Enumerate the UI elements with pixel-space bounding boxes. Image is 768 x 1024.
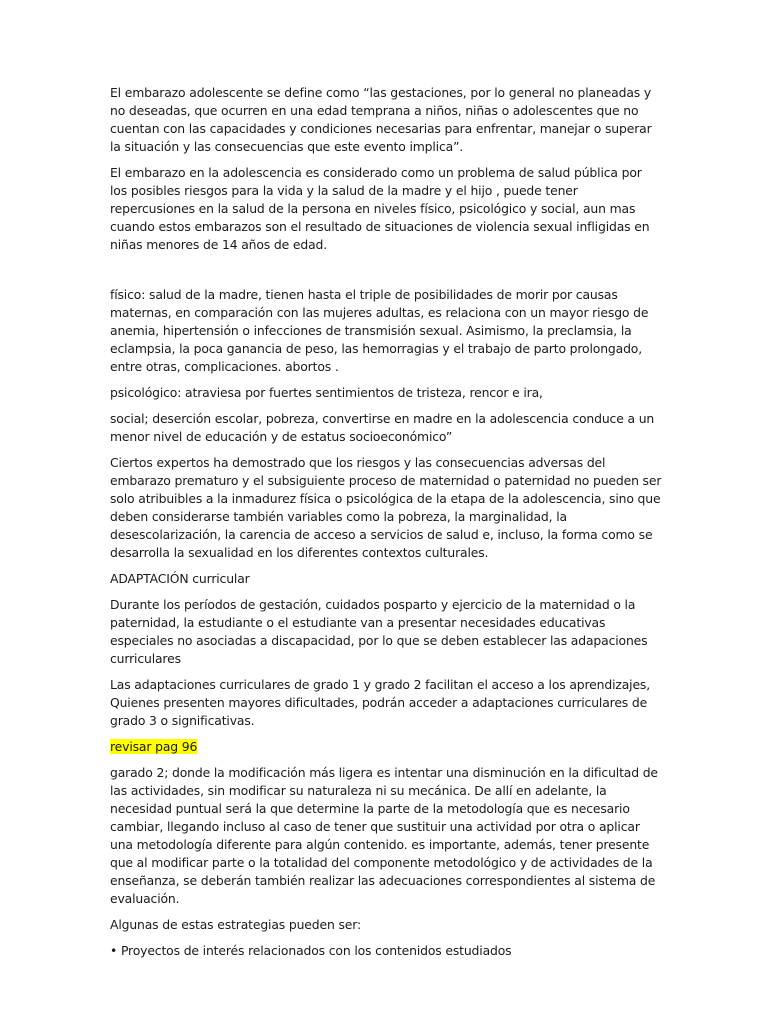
paragraph-social: social; deserción escolar, pobreza, convertirse en madre en la adolescencia conduce a un menor nivel de educación y de estatus socioeconómico” [110, 411, 655, 444]
document-body [110, 84, 662, 968]
paragraph-adaptations: Las adaptaciones curriculares de grado 1 y grado 2 facilitan el acceso a los aprendizajes, Quienes presenten mayores dificultades, podrán acceder a adaptaciones curriculares de grado 3 o significativas. [110, 677, 651, 728]
paragraph-review-note [110, 738, 662, 756]
paragraph-strategies-intro: Algunas de estas estrategias pueden ser: [110, 917, 361, 932]
paragraph-grade-2: garado 2; donde la modificación más ligera es intentar una disminución en la dificultad de las actividades, sin modificar su naturaleza ni su mecánica. De allí en adelante, la necesidad puntual será la que determine la parte de la metodología que es necesario cambiar, llegando incluso al caso de tener que sustituir una actividad por otra o aplicar una metodología diferente para algún contenido. es importante, además, tener presente que al modificar parte o la totalidad del componente metodológico y de actividades de la enseñanza, se deberán también realizar las adecuaciones correspondientes al sistema de evaluación. [110, 765, 658, 906]
bullet-item-projects: • Proyectos de interés relacionados con los contenidos estudiados [110, 943, 512, 958]
paragraph-public-health: El embarazo en la adolescencia es considerado como un problema de salud pública por los posibles riesgos para la vida y la salud de la madre y el hijo , puede tener repercusiones en la salud de la persona en niveles físico, psicológico y social, aun mas cuando estos embarazos son el resultado de situaciones de violencia sexual infligidas en niñas menores de 14 años de edad. [110, 165, 650, 252]
highlighted-review-note: revisar pag 96 [110, 739, 198, 754]
paragraph-definition: El embarazo adolescente se define como “las gestaciones, por lo general no planeadas y no deseadas, que ocurren en una edad temprana a niños, niñas o adolescentes que no cuentan con las capacidades y condiciones necesarias para enfrentar, manejar o superar la situación y las consecuencias que este evento implica”. [110, 85, 652, 154]
paragraph-psychological: psicológico: atraviesa por fuertes sentimientos de tristeza, rencor e ira, [110, 385, 543, 400]
section-heading-curricular: ADAPTACIÓN curricular [110, 571, 250, 586]
paragraph-physical: físico: salud de la madre, tienen hasta el triple de posibilidades de morir por causas maternas, en comparación con las mujeres adultas, es relaciona con un mayor riesgo de anemia, hipertensión o infecciones de transmisión sexual. Asimismo, la preclamsia, la eclampsia, la poca ganancia de peso, las hemorragias y el trabajo de parto prolongado, entre otras, complicaciones. abortos . [110, 287, 649, 374]
paragraph-periods: Durante los períodos de gestación, cuidados posparto y ejercicio de la maternidad o la paternidad, la estudiante o el estudiante van a presentar necesidades educativas especiales no asociadas a discapacidad, por lo que se deben establecer las adapaciones curriculares [110, 597, 648, 666]
paragraph-experts: Ciertos expertos ha demostrado que los riesgos y las consecuencias adversas del embarazo prematuro y el subsiguiente proceso de maternidad o paternidad no pueden ser solo atribuibles a la inmadurez física o psicológica de la etapa de la adolescencia, sino que deben considerarse también variables como la pobreza, la marginalidad, la desescolarización, la carencia de acceso a servicios de salud e, incluso, la forma como se desarrolla la sexualidad en los diferentes contextos culturales. [110, 455, 662, 560]
